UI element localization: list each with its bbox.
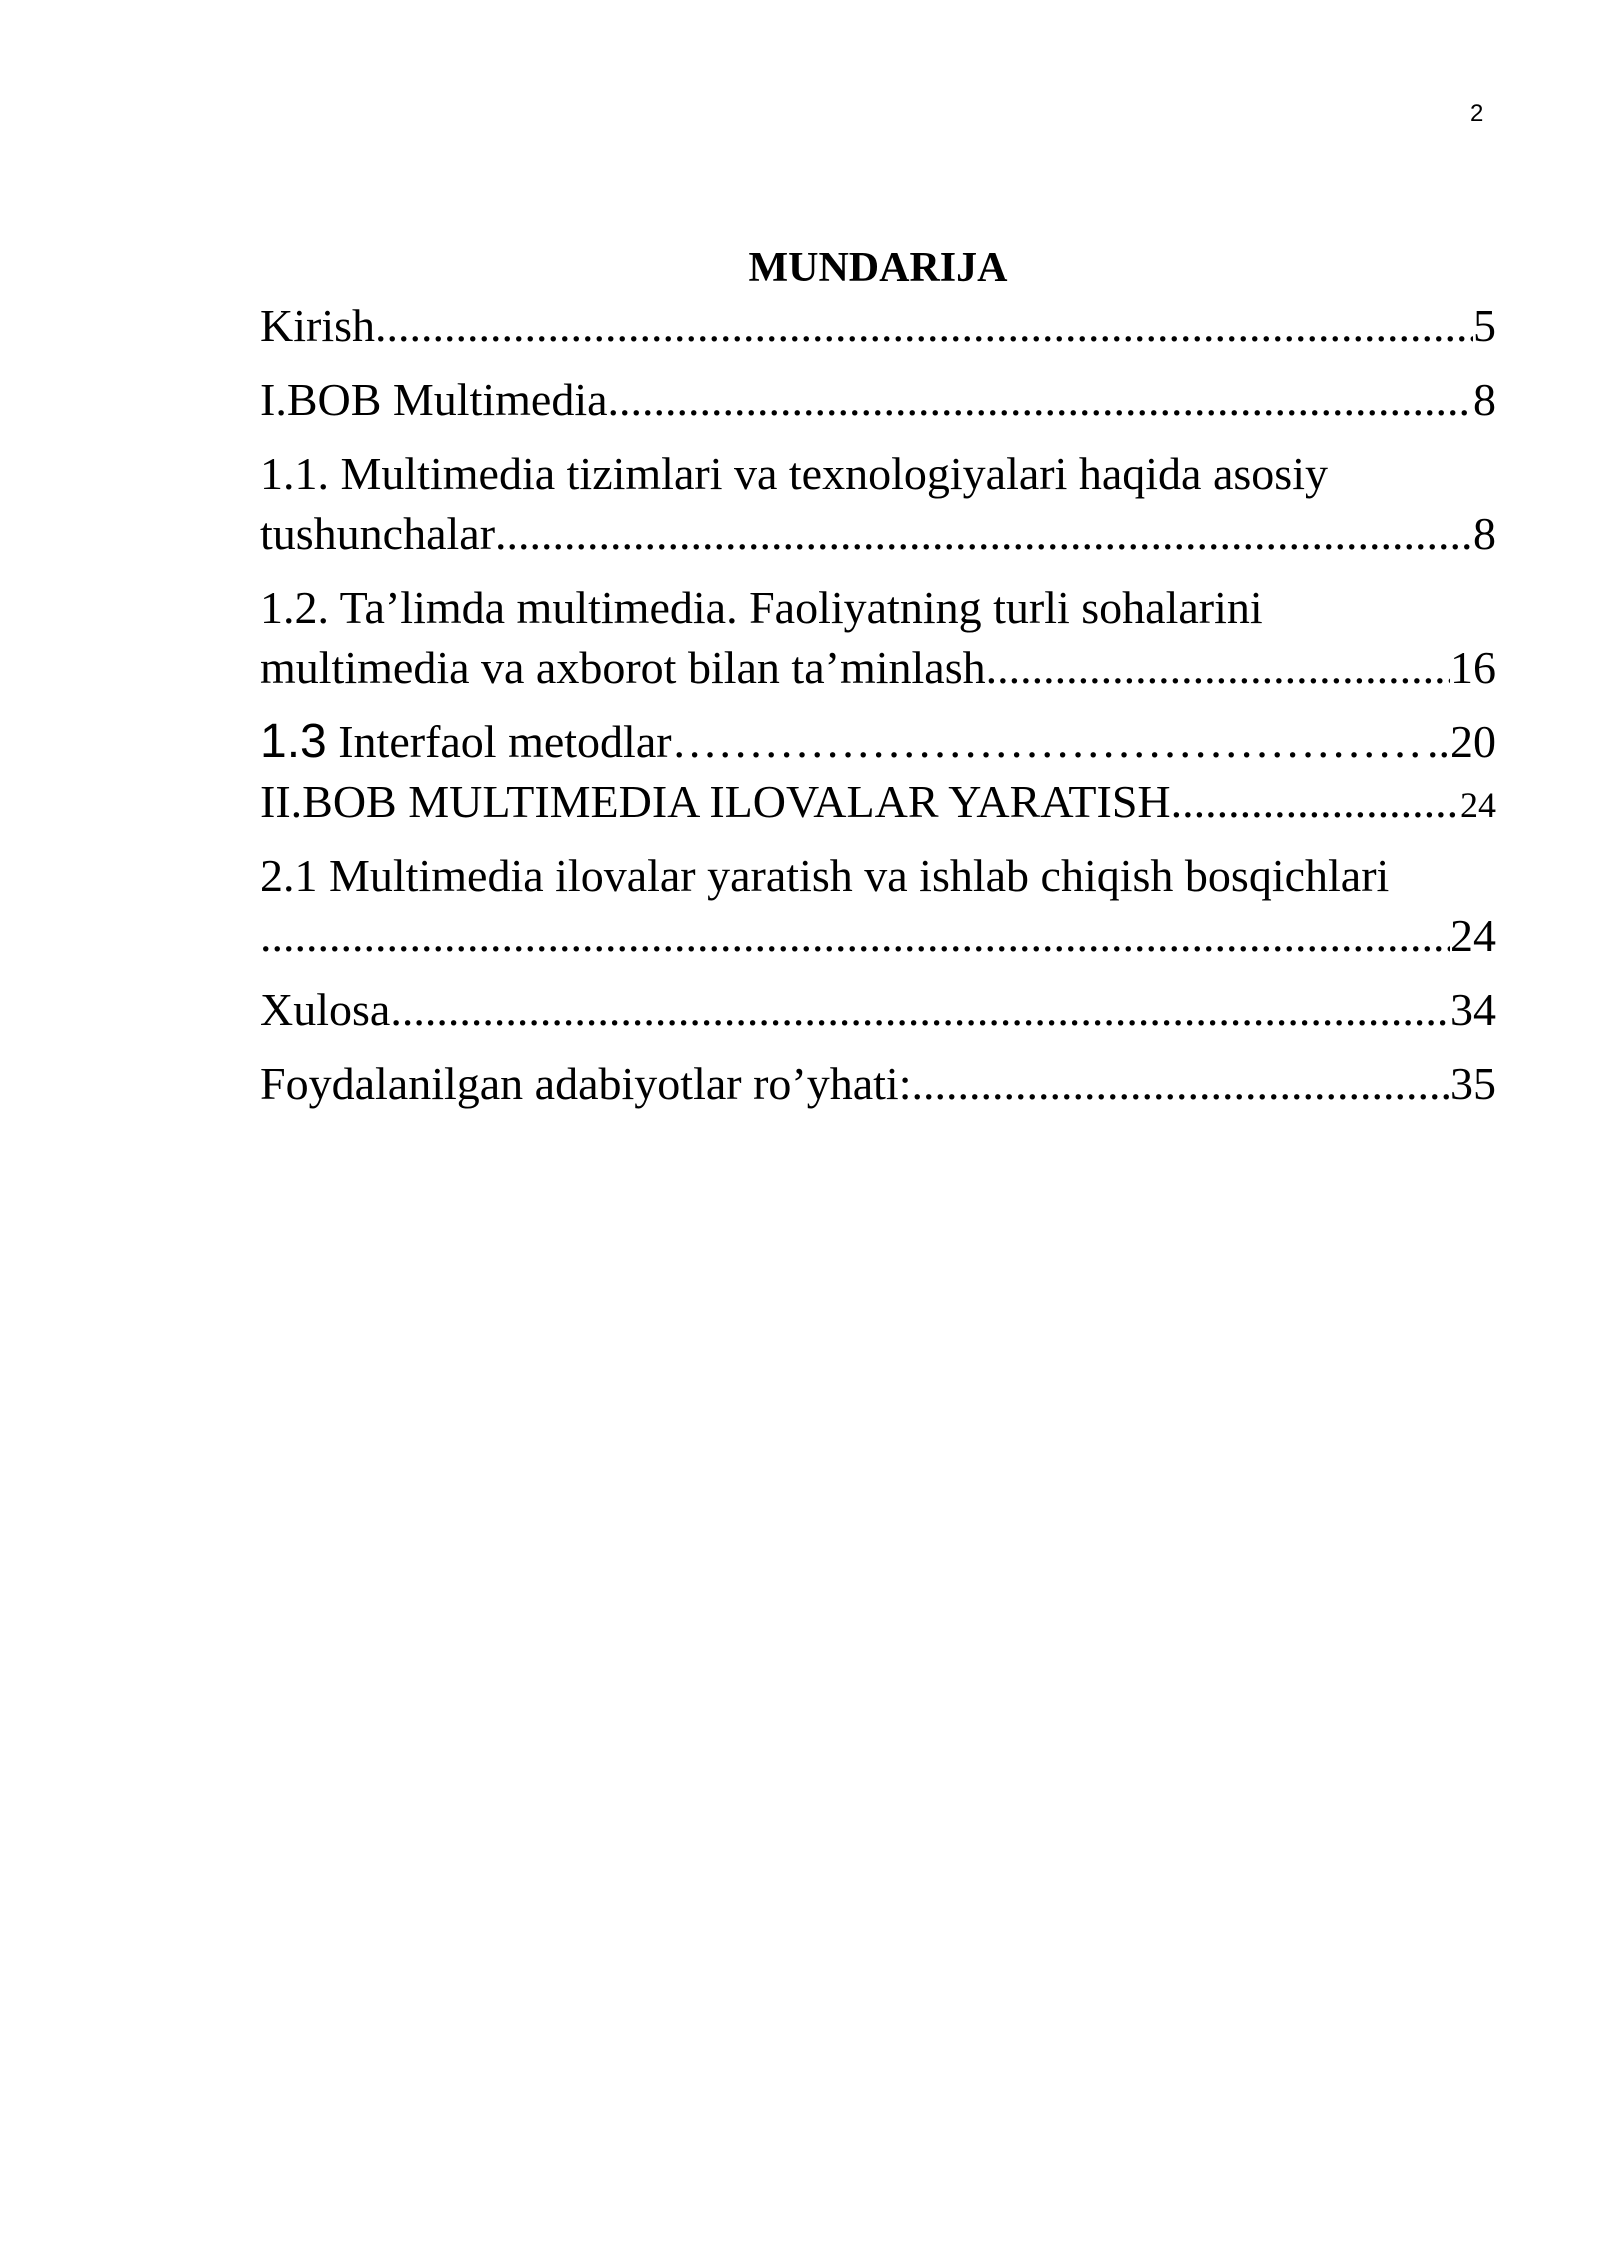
toc-entry-text-line1: 1.2. Ta’limda multimedia. Faoliyatning turli sohalarini	[260, 582, 1263, 633]
toc-entry-page: 8	[1473, 374, 1496, 425]
toc-entry-kirish[interactable]	[260, 296, 1496, 356]
toc-entry-page: 8	[1473, 508, 1496, 559]
toc-entry-page: 35	[1450, 1058, 1496, 1109]
toc-entry-text	[260, 712, 672, 772]
toc-entry-page: 5	[1473, 300, 1496, 351]
toc-entry-page: 16	[1450, 642, 1496, 693]
dot-leader	[1171, 772, 1460, 832]
toc-entry-title: Interfaol metodlar	[326, 716, 672, 767]
toc-entry-text: multimedia va axborot bilan ta’minlash	[260, 642, 986, 693]
dot-leader	[375, 296, 1473, 356]
toc-entry-text-line1: 2.1 Multimedia ilovalar yaratish va ishlab chiqish bosqichlari	[260, 850, 1390, 901]
toc-entry-xulosa[interactable]	[260, 980, 1496, 1040]
toc-entry-text: tushunchalar	[260, 508, 496, 559]
toc-entry-text-line1: 1.1. Multimedia tizimlari va texnologiyalari haqida asosiy	[260, 448, 1328, 499]
toc-entry-chapter-2[interactable]	[260, 772, 1496, 832]
toc-entry-page: 24	[1450, 910, 1496, 961]
table-of-contents	[260, 296, 1496, 1114]
toc-entry-page: 24	[1460, 785, 1496, 825]
toc-entry-text: II.BOB MULTIMEDIA ILOVALAR YARATISH	[260, 776, 1171, 827]
dot-leader	[260, 906, 1450, 966]
toc-entry-text: I.BOB Multimedia	[260, 374, 608, 425]
toc-entry-page: ..20	[1427, 716, 1496, 767]
toc-title: MUNDARIJA	[748, 245, 1008, 291]
toc-entry-page: 34	[1450, 984, 1496, 1035]
toc-entry-1-3[interactable]	[260, 712, 1496, 772]
page-number: 2	[1470, 100, 1484, 127]
dot-leader	[672, 712, 1427, 772]
dot-leader	[986, 638, 1450, 698]
toc-entry-number: 1.3	[260, 715, 327, 768]
toc-entry-2-1[interactable]	[260, 846, 1496, 966]
dot-leader	[390, 980, 1450, 1040]
toc-entry-text: Xulosa	[260, 984, 391, 1035]
dot-leader	[608, 370, 1473, 430]
toc-entry-text: Kirish	[260, 300, 375, 351]
toc-entry-1-2[interactable]	[260, 578, 1496, 698]
toc-entry-1-1[interactable]	[260, 444, 1496, 564]
dot-leader	[911, 1054, 1450, 1114]
toc-entry-text: Foydalanilgan adabiyotlar ro’yhati:	[260, 1058, 912, 1109]
dot-leader	[495, 504, 1473, 564]
toc-entry-chapter-1[interactable]	[260, 370, 1496, 430]
toc-entry-references[interactable]	[260, 1054, 1496, 1114]
